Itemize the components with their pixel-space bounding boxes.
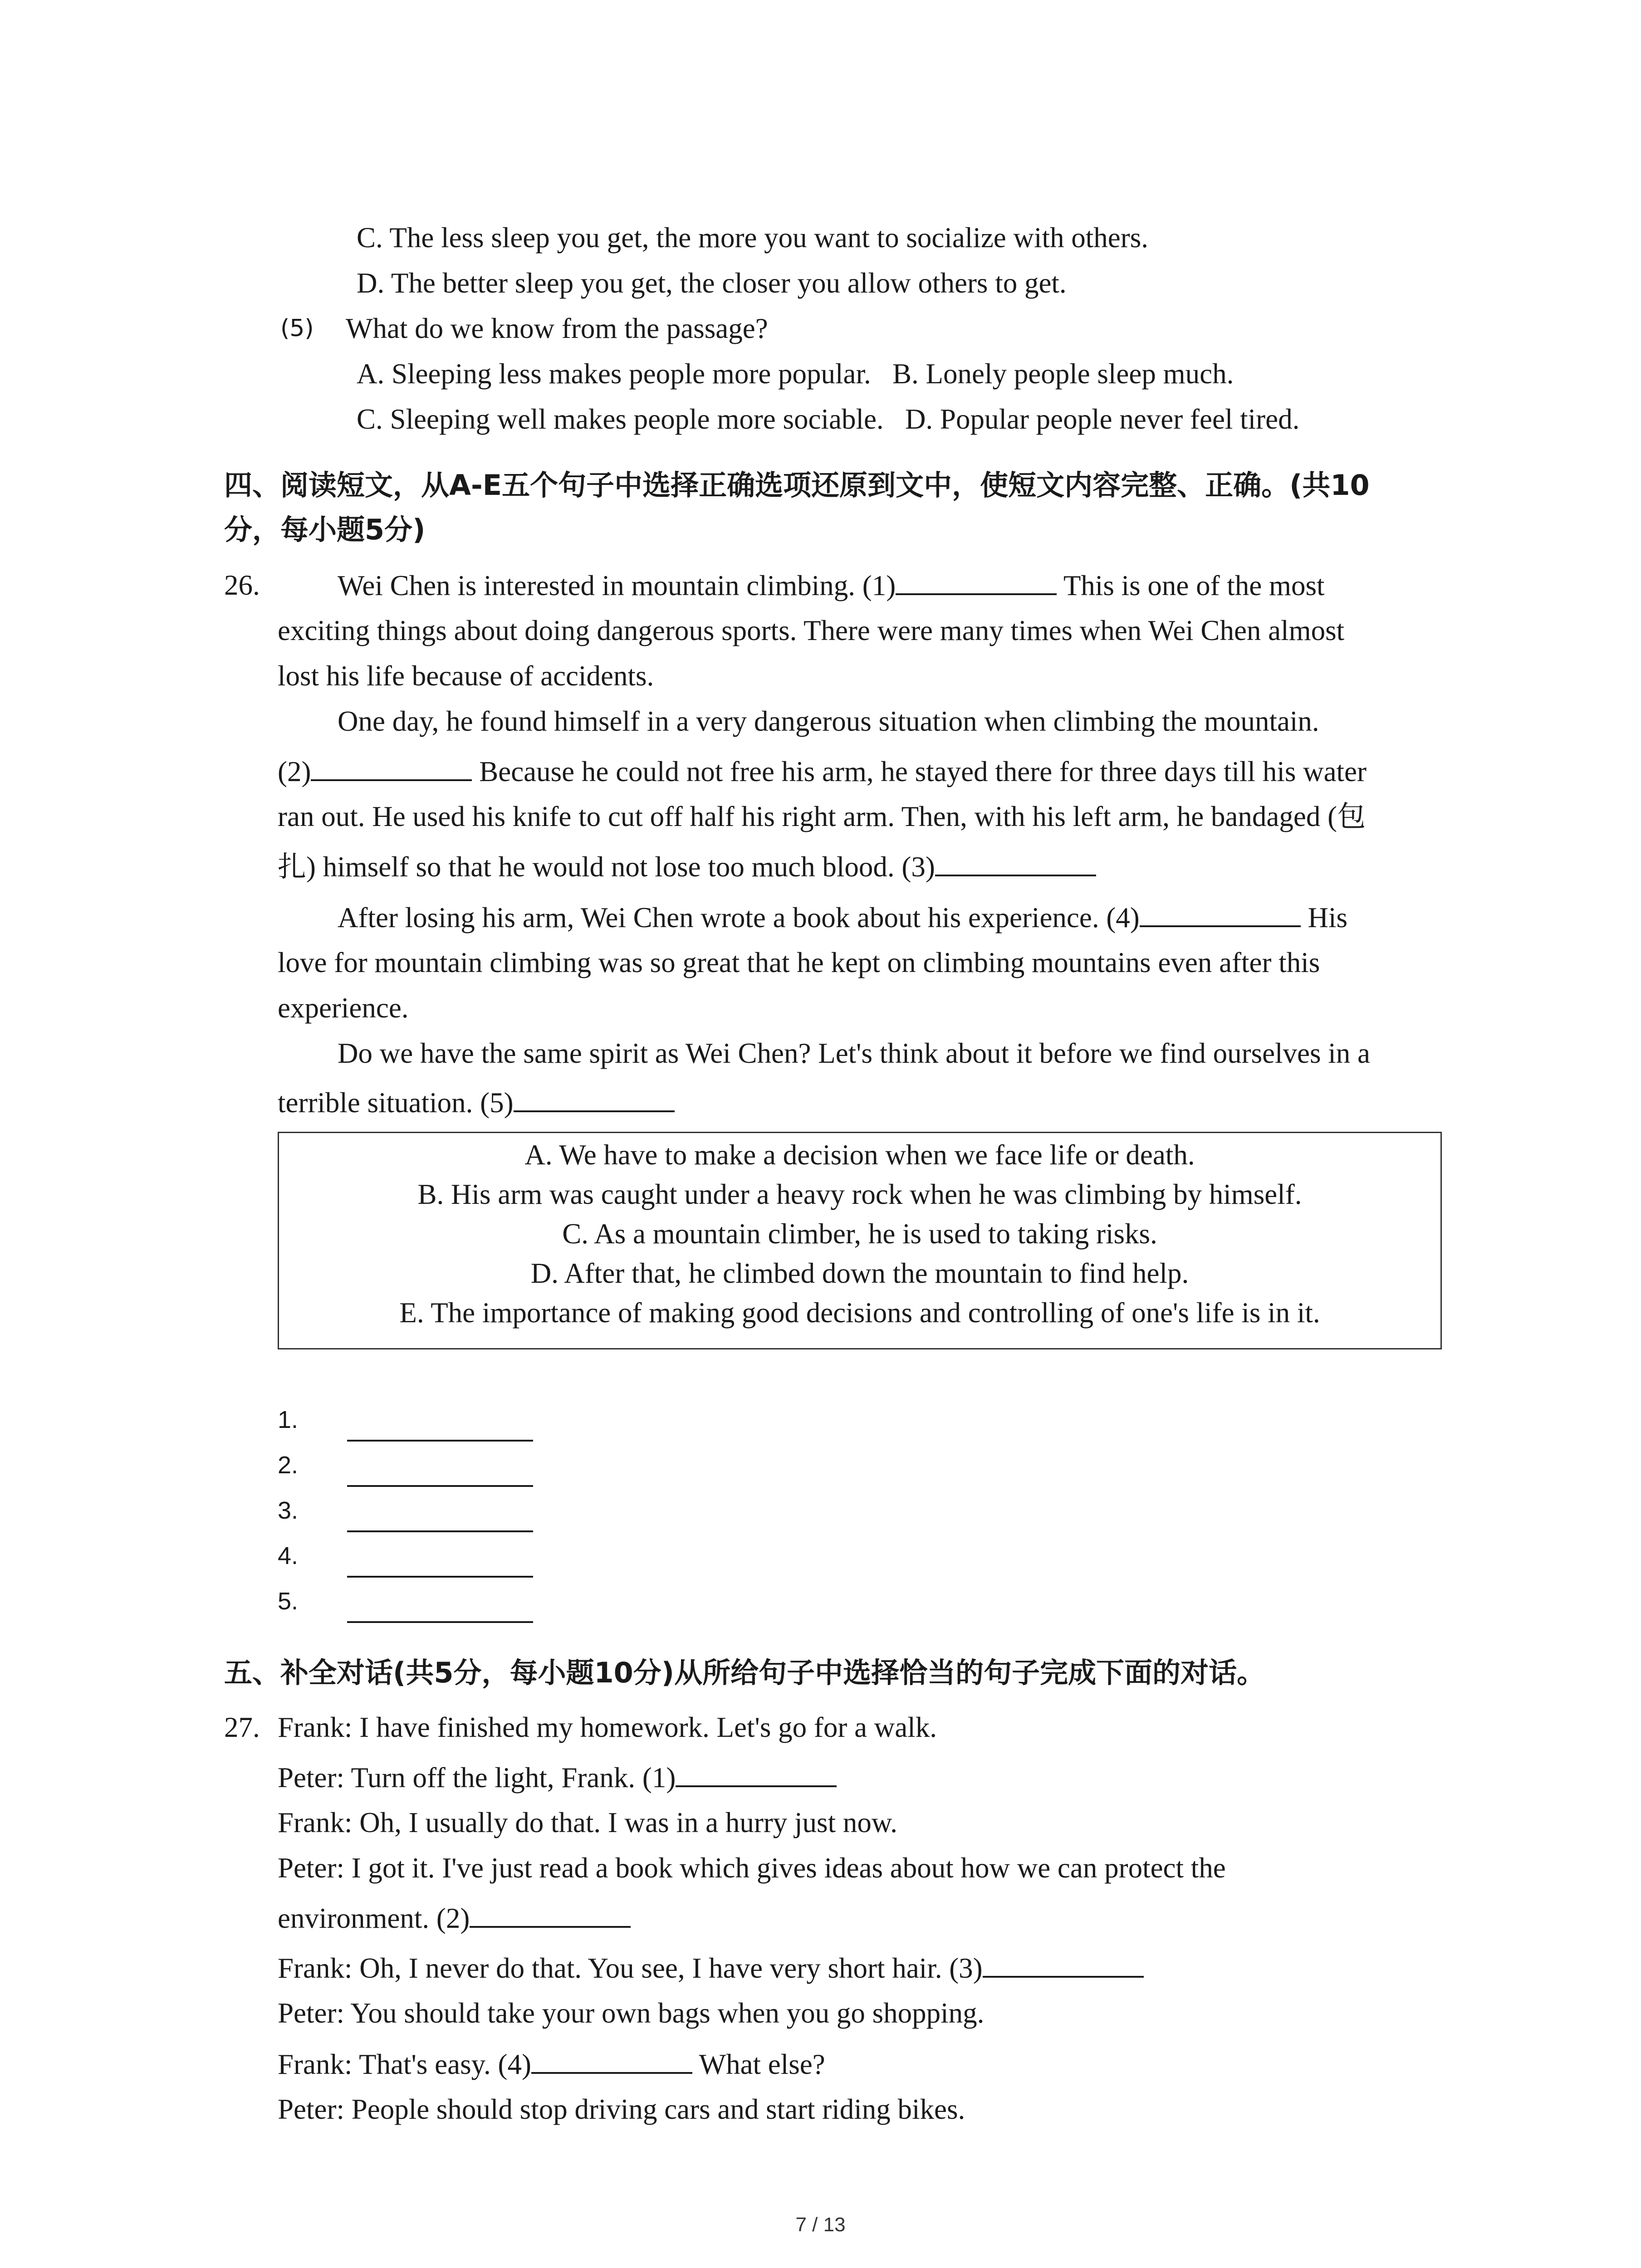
- dialogue-line: Frank: I have finished my homework. Let's go for a walk.: [278, 1711, 937, 1743]
- option-d: D. Popular people never feel tired.: [905, 403, 1300, 435]
- answer-blank-1[interactable]: [347, 1438, 533, 1442]
- blank-1[interactable]: [896, 567, 1057, 595]
- section-heading: 五、补全对话(共5分，每小题10分)从所给句子中选择恰当的句子完成下面的对话。: [224, 1656, 1265, 1689]
- sub-question-text: What do we know from the passage?: [346, 313, 768, 344]
- answer-number: 5.: [278, 1588, 299, 1615]
- dialogue-blank-1[interactable]: [676, 1759, 837, 1787]
- blank-2[interactable]: [311, 753, 472, 781]
- passage-line: Do we have the same spirit as Wei Chen? Let's think about it before we find ourselves in a: [338, 1037, 1370, 1069]
- option-row-ab: [357, 356, 1234, 392]
- passage-line: experience.: [278, 992, 409, 1024]
- options-box: [278, 1132, 1442, 1349]
- blank-5[interactable]: [514, 1084, 675, 1112]
- passage-text: Wei Chen is interested in mountain climbing. (1): [338, 570, 896, 601]
- sub-question-number: (5): [280, 315, 314, 342]
- option-c: C. Sleeping well makes people more sociable.: [357, 403, 884, 435]
- passage-text: This is one of the most: [1063, 570, 1325, 601]
- dialogue-line: Peter: You should take your own bags when you go shopping.: [278, 1997, 985, 2029]
- passage-line: ran out. He used his knife to cut off half his right arm. Then, with his left arm, he bandaged (包: [278, 801, 1366, 832]
- passage-line: [338, 567, 1325, 604]
- passage-line: [338, 899, 1347, 936]
- option-b: B. Lonely people sleep much.: [892, 358, 1234, 390]
- option-e: E. The importance of making good decisions and controlling of one's life is in it.: [399, 1297, 1320, 1329]
- answer-blank-2[interactable]: [347, 1483, 533, 1487]
- answer-blank-3[interactable]: [347, 1529, 533, 1532]
- question-number: 27.: [224, 1711, 260, 1743]
- passage-line: [278, 753, 1367, 790]
- passage-text: 扎) himself so that he would not lose too much blood. (3): [278, 851, 935, 883]
- dialogue-line: [278, 2046, 825, 2082]
- passage-line: [278, 1084, 675, 1121]
- passage-line: love for mountain climbing was so great that he kept on climbing mountains even after this: [278, 947, 1320, 978]
- dialogue-line: [278, 1900, 631, 1936]
- blank-4[interactable]: [1140, 899, 1301, 927]
- answer-number: 3.: [278, 1497, 299, 1524]
- passage-text: Because he could not free his arm, he stayed there for three days till his water: [479, 756, 1367, 787]
- passage-text: His: [1308, 902, 1348, 934]
- dialogue-text: Frank: Oh, I never do that. You see, I have very short hair. (3): [278, 1952, 983, 1984]
- question-number: 26.: [224, 569, 260, 601]
- passage-text: (2): [278, 756, 311, 787]
- option-c: C. As a mountain climber, he is used to taking risks.: [562, 1218, 1157, 1250]
- answer-number: 1.: [278, 1406, 299, 1433]
- dialogue-line: Peter: I got it. I've just read a book which gives ideas about how we can protect the: [278, 1852, 1226, 1884]
- option-a: A. Sleeping less makes people more popular.: [357, 358, 871, 390]
- answer-number: 2.: [278, 1452, 299, 1479]
- answer-number: 4.: [278, 1542, 299, 1569]
- blank-3[interactable]: [935, 848, 1096, 876]
- section-heading-cont: 分，每小题5分): [224, 513, 426, 546]
- passage-line: [278, 848, 1096, 885]
- dialogue-line: Frank: Oh, I usually do that. I was in a hurry just now.: [278, 1807, 897, 1838]
- dialogue-line: [278, 1950, 1144, 1986]
- option-a: A. We have to make a decision when we face life or death.: [524, 1139, 1195, 1171]
- option-d: D. After that, he climbed down the mountain to find help.: [530, 1257, 1189, 1289]
- dialogue-text: Frank: That's easy. (4): [278, 2048, 531, 2080]
- option-b: B. His arm was caught under a heavy rock when he was climbing by himself.: [417, 1178, 1302, 1210]
- dialogue-blank-3[interactable]: [983, 1950, 1144, 1978]
- option-row-cd: [357, 401, 1299, 437]
- dialogue-blank-4[interactable]: [531, 2046, 692, 2074]
- passage-line: One day, he found himself in a very dangerous situation when climbing the mountain.: [338, 705, 1319, 737]
- dialogue-line: Peter: People should stop driving cars and start riding bikes.: [278, 2093, 965, 2125]
- dialogue-text: Peter: Turn off the light, Frank. (1): [278, 1762, 676, 1794]
- answer-blank-4[interactable]: [347, 1574, 533, 1578]
- passage-text: After losing his arm, Wei Chen wrote a book about his experience. (4): [338, 902, 1140, 934]
- answer-blank-5[interactable]: [347, 1619, 533, 1623]
- dialogue-line: [278, 1759, 837, 1796]
- section-heading: 四、阅读短文，从A-E五个句子中选择正确选项还原到文中，使短文内容完整、正确。(共10: [224, 469, 1370, 502]
- page-number: 7 / 13: [795, 2214, 846, 2236]
- option-d: D. The better sleep you get, the closer you allow others to get.: [357, 267, 1067, 299]
- dialogue-text: environment. (2): [278, 1902, 470, 1934]
- passage-text: terrible situation. (5): [278, 1087, 514, 1119]
- passage-line: exciting things about doing dangerous sports. There were many times when Wei Chen almost: [278, 615, 1345, 646]
- option-c: C. The less sleep you get, the more you want to socialize with others.: [357, 222, 1148, 254]
- dialogue-text: What else?: [699, 2048, 825, 2080]
- dialogue-blank-2[interactable]: [470, 1900, 631, 1928]
- passage-line: lost his life because of accidents.: [278, 660, 654, 692]
